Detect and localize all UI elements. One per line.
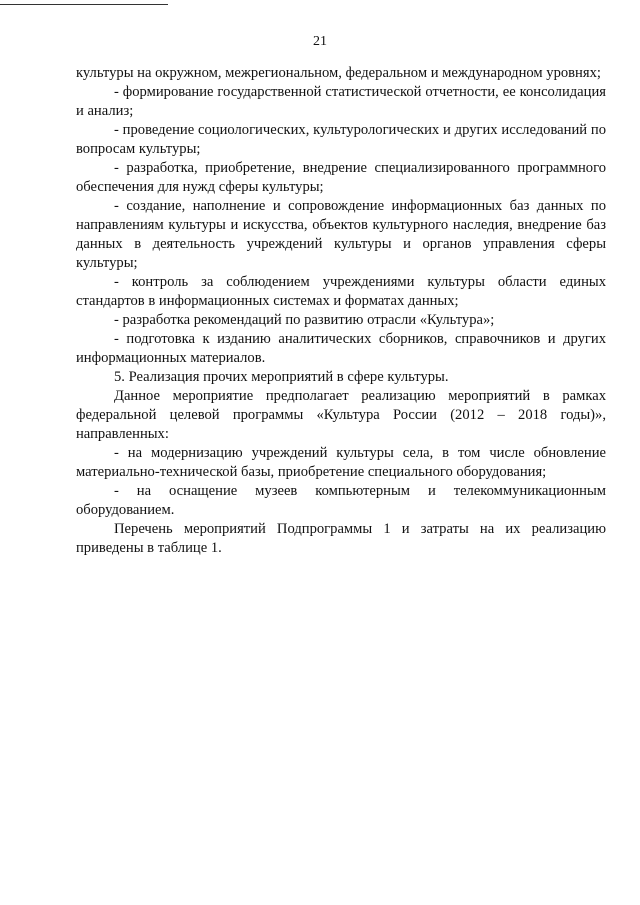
- document-body: [76, 64, 606, 558]
- paragraph-table-reference: Перечень мероприятий Подпрограммы 1 и затраты на их реализацию приведены в таблице 1.: [76, 521, 606, 556]
- list-item-modernization: - на модернизацию учреждений культуры села, в том числе обновление материально-технической базы, приобретение специального оборудования;: [76, 445, 606, 480]
- list-item-museum-equipment: - на оснащение музеев компьютерным и телекоммуникационным оборудованием.: [76, 483, 606, 518]
- list-item-standards-control: - контроль за соблюдением учреждениями культуры области единых стандартов в информационных системах и форматах данных;: [76, 274, 606, 309]
- list-item-recommendations: - разработка рекомендаций по развитию отрасли «Культура»;: [114, 312, 495, 328]
- list-item-software: - разработка, приобретение, внедрение специализированного программного обеспечения для нужд сферы культуры;: [76, 160, 606, 195]
- paragraph-program: Данное мероприятие предполагает реализацию мероприятий в рамках федеральной целевой программы «Культура России (2012 – 2018 годы)», направленных:: [76, 388, 606, 442]
- page-number: 21: [313, 34, 327, 49]
- list-item-publications: - подготовка к изданию аналитических сборников, справочников и других информационных материалов.: [76, 331, 606, 366]
- list-item-statistics: - формирование государственной статистической отчетности, ее консолидация и анализ;: [76, 84, 606, 119]
- list-item-databases: - создание, наполнение и сопровождение информационных баз данных по направлениям культуры и искусства, объектов культурного наследия, внедрение баз данных в деятельность учреждений культуры и органов управления сферы культуры;: [76, 198, 606, 271]
- paragraph-continuation: культуры на окружном, межрегиональном, федеральном и международном уровнях;: [76, 65, 601, 81]
- section-heading-other-activities: 5. Реализация прочих мероприятий в сфере культуры.: [114, 369, 449, 385]
- header-rule: [0, 4, 168, 5]
- list-item-research: - проведение социологических, культурологических и других исследований по вопросам культуры;: [76, 122, 606, 157]
